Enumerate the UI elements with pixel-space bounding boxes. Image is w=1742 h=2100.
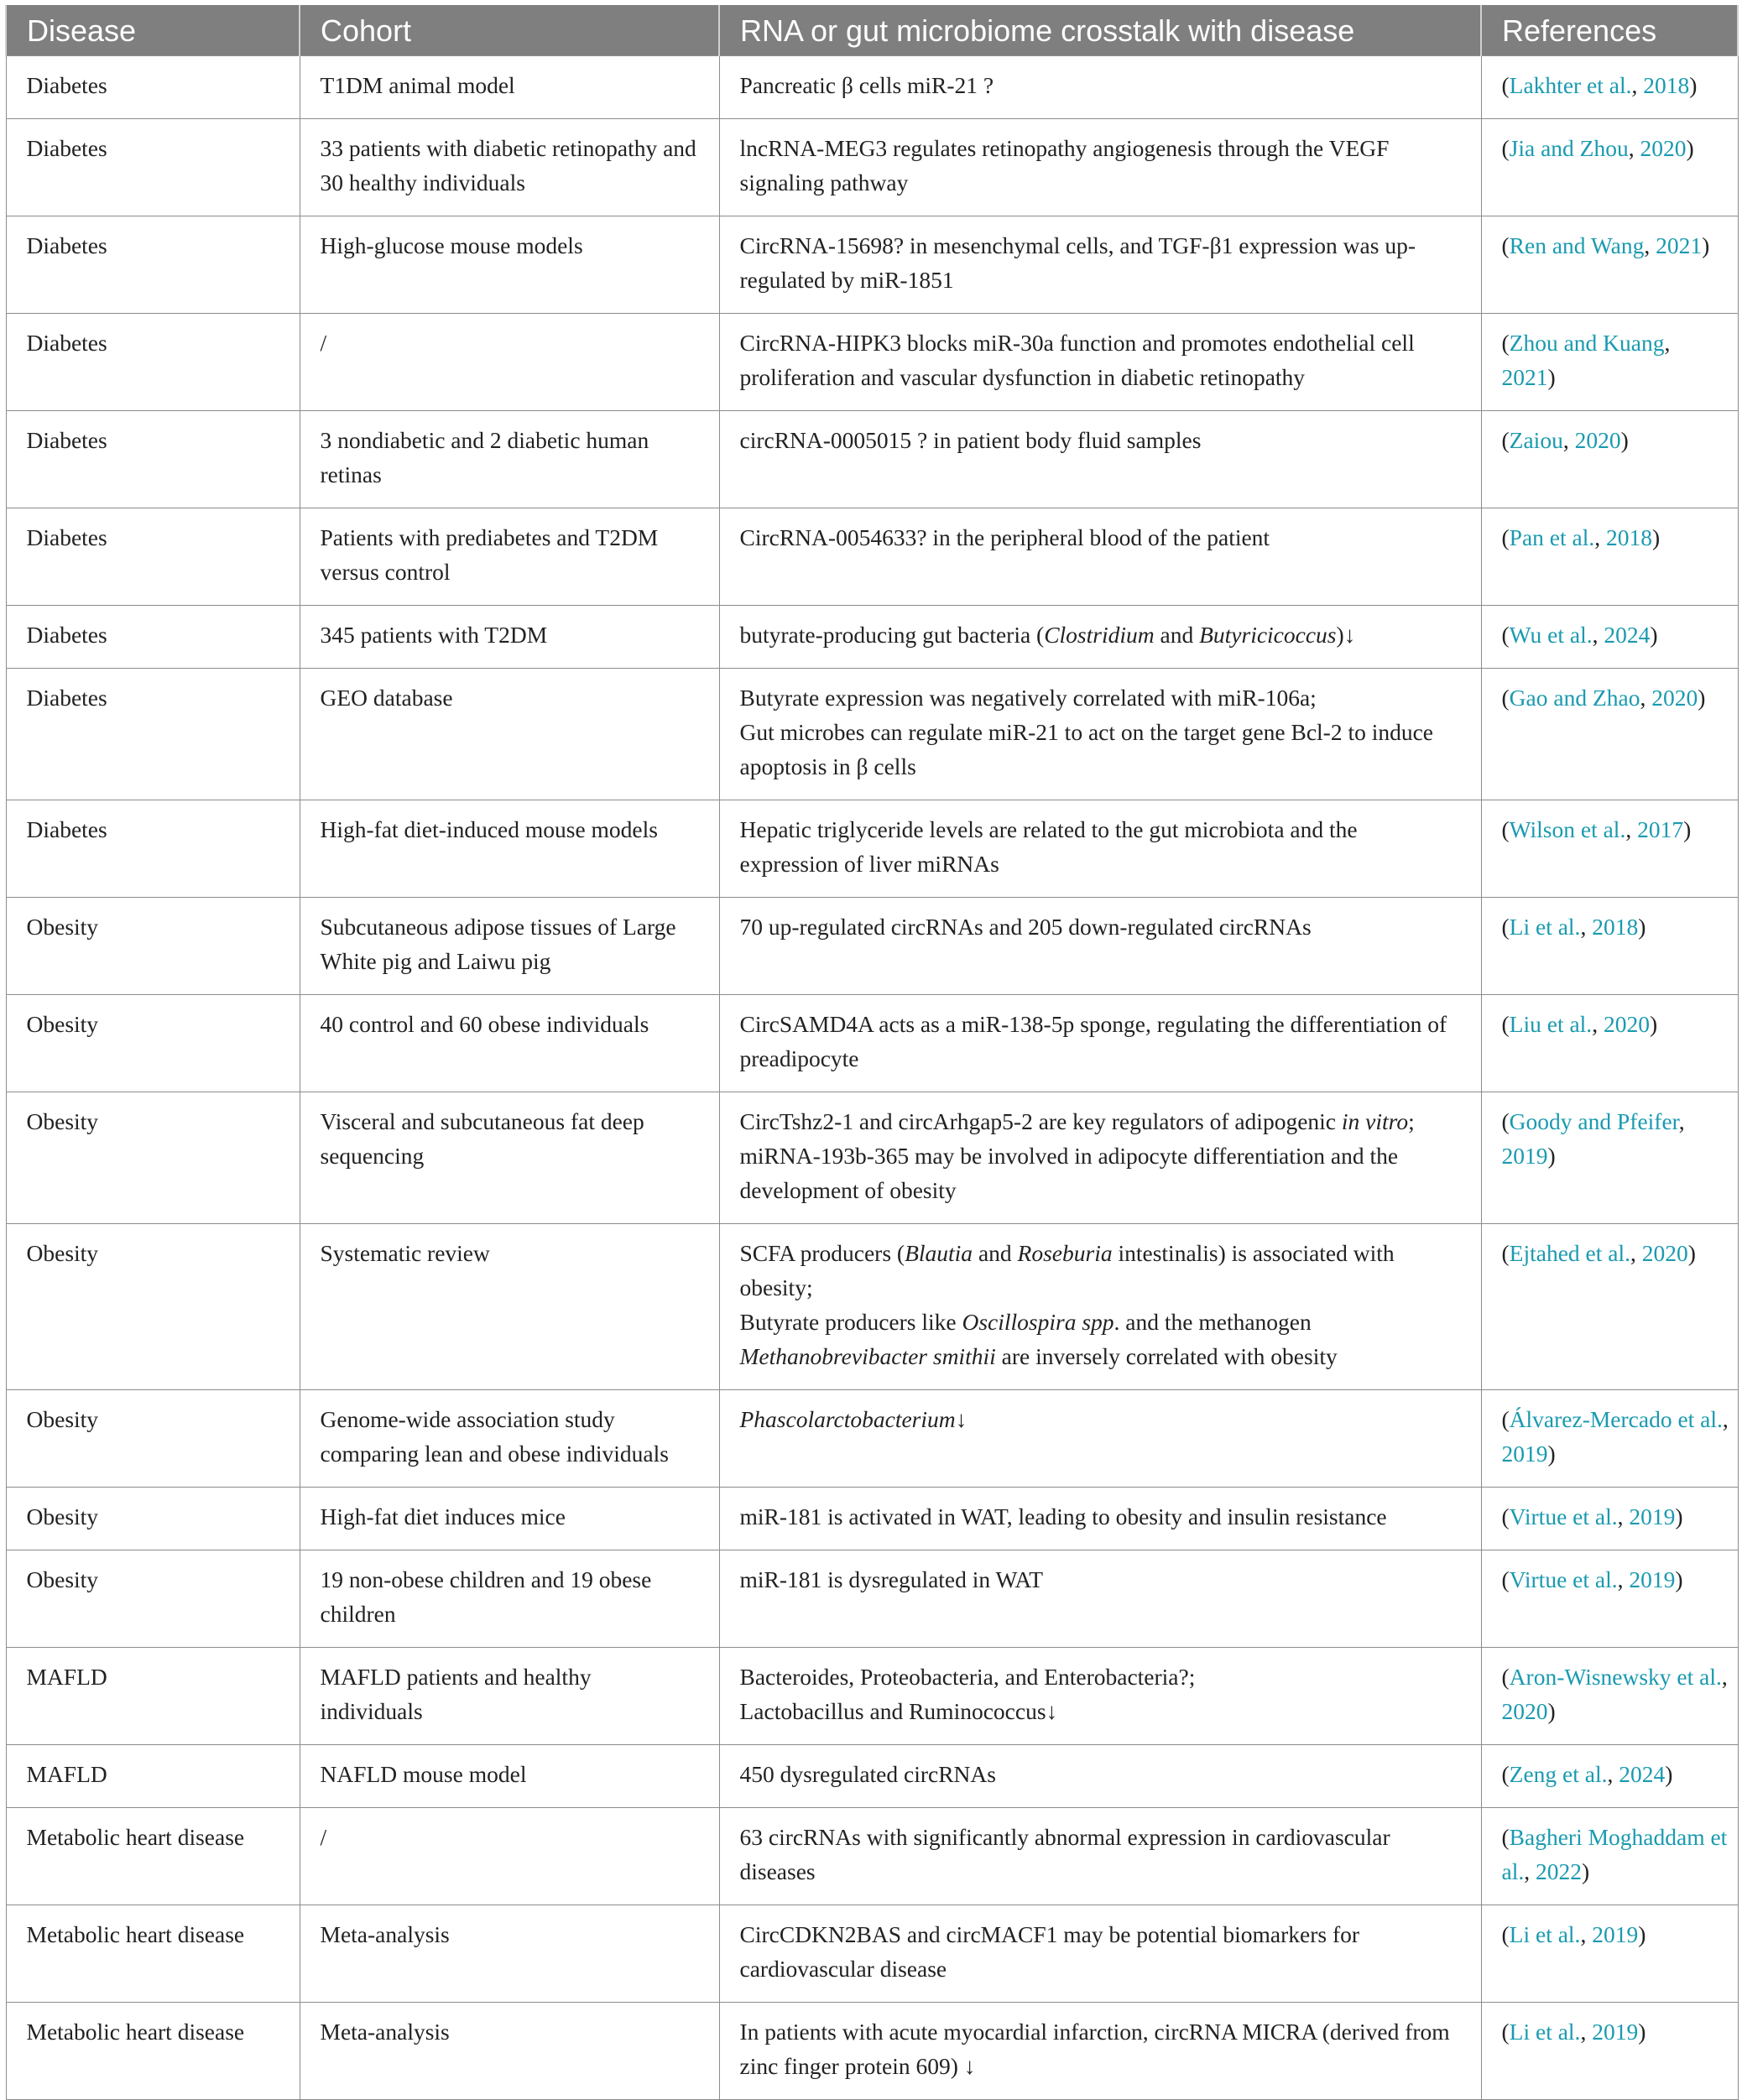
disease-cell: Diabetes: [6, 800, 300, 898]
crosstalk-line: [740, 1694, 1461, 1728]
reference-year-link[interactable]: 2019: [1592, 1921, 1639, 1947]
crosstalk-line: [740, 1660, 1461, 1694]
disease-cell: Diabetes: [6, 411, 300, 508]
crosstalk-line: [740, 680, 1461, 715]
crosstalk-text: CircTshz2-1 and circArhgap5-2 are key regulators of adipogenic: [739, 1108, 1342, 1134]
cohort-cell: T1DM animal model: [300, 56, 719, 119]
table-container: [5, 5, 1737, 2100]
reference-year-link[interactable]: 2020: [1574, 427, 1621, 453]
reference-cell: (Lakhter et al., 2018): [1481, 56, 1738, 119]
crosstalk-text: Butyrate expression was negatively correlated with miR-106a;: [739, 685, 1317, 711]
reference-year-link[interactable]: 2019: [1629, 1503, 1676, 1529]
crosstalk-cell: [719, 1905, 1481, 2003]
reference-year-link[interactable]: 2019: [1501, 1441, 1548, 1467]
table-row: [6, 1488, 1738, 1550]
table-row: [6, 1092, 1738, 1224]
table-row: [6, 216, 1738, 314]
crosstalk-text: 63 circRNAs with significantly abnormal expression in cardiovascular diseases: [739, 1824, 1390, 1884]
crosstalk-cell: [719, 1224, 1481, 1390]
cohort-cell: /: [300, 314, 719, 411]
crosstalk-cell: [719, 119, 1481, 216]
reference-cell: (Wu et al., 2024): [1481, 606, 1738, 669]
crosstalk-text: In patients with acute myocardial infarction, circRNA MICRA (derived from zinc finger protein 609) ↓: [739, 2019, 1450, 2079]
italic-taxon-text: Oscillospira spp: [962, 1309, 1114, 1335]
disease-cell: MAFLD: [6, 1648, 300, 1745]
reference-year-link[interactable]: 2021: [1501, 364, 1548, 390]
cohort-cell: Meta-analysis: [300, 1905, 719, 2003]
crosstalk-cell: [719, 216, 1481, 314]
disease-cell: Obesity: [6, 898, 300, 995]
table-row: [6, 669, 1738, 800]
crosstalk-line: [740, 423, 1461, 457]
crosstalk-line: [740, 1757, 1461, 1791]
cohort-cell: High-fat diet-induced mouse models: [300, 800, 719, 898]
disease-cell: Diabetes: [6, 56, 300, 119]
disease-cell: Diabetes: [6, 606, 300, 669]
reference-year-link[interactable]: 2024: [1604, 622, 1651, 648]
reference-author-link[interactable]: Goody and Pfeifer: [1509, 1108, 1679, 1134]
table-row: [6, 1648, 1738, 1745]
crosstalk-text: CircSAMD4A acts as a miR-138-5p sponge, regulating the differentiation of preadipocyte: [739, 1011, 1447, 1071]
reference-year-link[interactable]: 2019: [1592, 2019, 1639, 2045]
crosstalk-cell: [719, 411, 1481, 508]
disease-cell: Metabolic heart disease: [6, 1808, 300, 1905]
crosstalk-cell: [719, 1745, 1481, 1808]
table-row: [6, 995, 1738, 1092]
reference-author-link[interactable]: Li et al.: [1509, 2019, 1581, 2045]
cohort-cell: MAFLD patients and healthy individuals: [300, 1648, 719, 1745]
table-row: [6, 1745, 1738, 1808]
crosstalk-line: [740, 131, 1461, 200]
crosstalk-text: SCFA producers (: [739, 1240, 905, 1266]
reference-year-link[interactable]: 2020: [1651, 685, 1698, 711]
cohort-cell: Visceral and subcutaneous fat deep sequencing: [300, 1092, 719, 1224]
crosstalk-text: Butyrate producers like: [739, 1309, 962, 1335]
crosstalk-line: [740, 228, 1461, 297]
crosstalk-text: 70 up-regulated circRNAs and 205 down-regulated circRNAs: [739, 914, 1312, 940]
reference-author-link[interactable]: Gao and Zhao: [1509, 685, 1640, 711]
reference-year-link[interactable]: 2020: [1603, 1011, 1650, 1037]
crosstalk-line: [740, 2014, 1461, 2083]
crosstalk-cell: [719, 669, 1481, 800]
table-row: [6, 898, 1738, 995]
crosstalk-cell: [719, 898, 1481, 995]
cohort-cell: High-fat diet induces mice: [300, 1488, 719, 1550]
crosstalk-cell: [719, 1390, 1481, 1488]
disease-cell: Obesity: [6, 1224, 300, 1390]
crosstalk-text: Gut microbes can regulate miR-21 to act on the target gene Bcl-2 to induce apoptosis in β cells: [739, 719, 1434, 779]
header-row: [6, 5, 1738, 56]
italic-taxon-text: in vitro: [1341, 1108, 1409, 1134]
disease-cell: Metabolic heart disease: [6, 1905, 300, 2003]
crosstalk-cell: [719, 1808, 1481, 1905]
crosstalk-text: . and the methanogen: [1114, 1309, 1312, 1335]
reference-author-link[interactable]: Ejtahed et al.: [1509, 1240, 1630, 1266]
header-crosstalk: RNA or gut microbiome crosstalk with disease: [719, 5, 1481, 56]
cohort-cell: 33 patients with diabetic retinopathy and 30 healthy individuals: [300, 119, 719, 216]
crosstalk-line: [740, 1236, 1461, 1305]
crosstalk-cell: [719, 1648, 1481, 1745]
reference-cell: (Liu et al., 2020): [1481, 995, 1738, 1092]
reference-author-link[interactable]: Zeng et al.: [1509, 1761, 1608, 1787]
reference-author-link[interactable]: Virtue et al.: [1509, 1503, 1618, 1529]
cohort-cell: Genome-wide association study comparing lean and obese individuals: [300, 1390, 719, 1488]
table-row: [6, 606, 1738, 669]
italic-taxon-text: Phascolarctobacterium: [739, 1406, 956, 1432]
table-header: [6, 5, 1738, 56]
reference-cell: (Álvarez-Mercado et al., 2019): [1481, 1390, 1738, 1488]
crosstalk-line: [740, 1917, 1461, 1986]
reference-year-link[interactable]: 2020: [1640, 135, 1687, 161]
reference-cell: (Zaiou, 2020): [1481, 411, 1738, 508]
crosstalk-cell: [719, 314, 1481, 411]
reference-cell: (Zhou and Kuang, 2021): [1481, 314, 1738, 411]
reference-cell: (Pan et al., 2018): [1481, 508, 1738, 606]
cohort-cell: Subcutaneous adipose tissues of Large White pig and Laiwu pig: [300, 898, 719, 995]
reference-author-link[interactable]: Wilson et al.: [1509, 816, 1626, 842]
table-row: [6, 1905, 1738, 2003]
table-row: [6, 56, 1738, 119]
cohort-cell: 3 nondiabetic and 2 diabetic human retinas: [300, 411, 719, 508]
crosstalk-line: [740, 520, 1461, 555]
reference-year-link[interactable]: 2019: [1629, 1566, 1676, 1592]
crosstalk-text: CircRNA-HIPK3 blocks miR-30a function and promotes endothelial cell proliferation and vascular dysfunction in diabetic retinopathy: [739, 330, 1415, 390]
header-cohort: Cohort: [300, 5, 719, 56]
disease-cell: Obesity: [6, 1488, 300, 1550]
reference-author-link[interactable]: Jia and Zhou: [1509, 135, 1629, 161]
reference-cell: (Virtue et al., 2019): [1481, 1488, 1738, 1550]
reference-author-link[interactable]: Bagheri Moghaddam et al.: [1501, 1824, 1728, 1884]
crosstalk-cell: [719, 2003, 1481, 2100]
crosstalk-text: and: [973, 1240, 1018, 1266]
crosstalk-line: [740, 1499, 1461, 1534]
crosstalk-text: CircRNA-15698? in mesenchymal cells, and TGF-β1 expression was up-regulated by miR-1851: [739, 232, 1416, 293]
crosstalk-text: lncRNA-MEG3 regulates retinopathy angiogenesis through the VEGF signaling pathway: [739, 135, 1390, 195]
reference-cell: (Goody and Pfeifer, 2019): [1481, 1092, 1738, 1224]
crosstalk-text: )↓: [1336, 622, 1356, 648]
reference-author-link[interactable]: Li et al.: [1509, 1921, 1581, 1947]
crosstalk-line: [740, 812, 1461, 881]
italic-taxon-text: Clostridium: [1044, 622, 1155, 648]
cohort-cell: GEO database: [300, 669, 719, 800]
reference-year-link[interactable]: 2021: [1656, 232, 1703, 258]
crosstalk-text: butyrate-producing gut bacteria (: [739, 622, 1045, 648]
disease-cell: Obesity: [6, 1550, 300, 1648]
cohort-cell: 345 patients with T2DM: [300, 606, 719, 669]
reference-author-link[interactable]: Zhou and Kuang: [1509, 330, 1665, 356]
crosstalk-text: Pancreatic β cells miR-21 ?: [739, 72, 994, 98]
crosstalk-text: Lactobacillus and Ruminococcus↓: [739, 1698, 1058, 1724]
table-row: [6, 800, 1738, 898]
reference-cell: (Zeng et al., 2024): [1481, 1745, 1738, 1808]
crosstalk-line: [740, 617, 1461, 652]
crosstalk-text: 450 dysregulated circRNAs: [739, 1761, 996, 1787]
disease-cell: Obesity: [6, 1092, 300, 1224]
cohort-cell: /: [300, 1808, 719, 1905]
crosstalk-text: and: [1154, 622, 1200, 648]
italic-taxon-text: Butyricicoccus: [1199, 622, 1337, 648]
crosstalk-line: [740, 1562, 1461, 1597]
disease-cell: Diabetes: [6, 216, 300, 314]
crosstalk-line: [740, 1007, 1461, 1076]
italic-taxon-text: Methanobrevibacter smithii: [739, 1343, 996, 1369]
crosstalk-cell: [719, 508, 1481, 606]
crosstalk-cell: [719, 606, 1481, 669]
crosstalk-cell: [719, 56, 1481, 119]
cohort-cell: Meta-analysis: [300, 2003, 719, 2100]
cohort-cell: Patients with prediabetes and T2DM versus control: [300, 508, 719, 606]
reference-author-link[interactable]: Aron-Wisnewsky et al.: [1509, 1664, 1722, 1690]
header-disease: Disease: [6, 5, 300, 56]
crosstalk-line: [740, 1305, 1461, 1373]
crosstalk-text: intestinalis) is associated with obesity;: [739, 1240, 1395, 1300]
crosstalk-text: circRNA-0005015 ? in patient body fluid samples: [739, 427, 1202, 453]
disease-cell: Diabetes: [6, 119, 300, 216]
crosstalk-cell: [719, 1550, 1481, 1648]
crosstalk-text: Hepatic triglyceride levels are related to the gut microbiota and the expression of liver miRNAs: [739, 816, 1358, 877]
crosstalk-text: ↓: [955, 1406, 967, 1432]
crosstalk-line: [740, 909, 1461, 944]
reference-cell: (Ren and Wang, 2021): [1481, 216, 1738, 314]
disease-cell: Diabetes: [6, 314, 300, 411]
reference-year-link[interactable]: 2017: [1637, 816, 1684, 842]
reference-author-link[interactable]: Ren and Wang: [1509, 232, 1645, 258]
cohort-cell: NAFLD mouse model: [300, 1745, 719, 1808]
crosstalk-cell: [719, 1488, 1481, 1550]
table-body: [6, 56, 1738, 2100]
reference-author-link[interactable]: Pan et al.: [1509, 524, 1595, 550]
reference-cell: (Li et al., 2018): [1481, 898, 1738, 995]
reference-year-link[interactable]: 2020: [1641, 1240, 1688, 1266]
table-row: [6, 2003, 1738, 2100]
disease-cell: Diabetes: [6, 669, 300, 800]
crosstalk-text: miR-181 is dysregulated in WAT: [739, 1566, 1044, 1592]
crosstalk-text: CircRNA-0054633? in the peripheral blood of the patient: [739, 524, 1270, 550]
table-row: [6, 1550, 1738, 1648]
crosstalk-text: miR-181 is activated in WAT, leading to obesity and insulin resistance: [739, 1503, 1387, 1529]
reference-cell: (Li et al., 2019): [1481, 1905, 1738, 2003]
table-row: [6, 508, 1738, 606]
reference-cell: (Bagheri Moghaddam et al., 2022): [1481, 1808, 1738, 1905]
table-row: [6, 1224, 1738, 1390]
disease-cell: Metabolic heart disease: [6, 2003, 300, 2100]
table-row: [6, 1390, 1738, 1488]
reference-cell: (Ejtahed et al., 2020): [1481, 1224, 1738, 1390]
crosstalk-cell: [719, 1092, 1481, 1224]
reference-cell: (Aron-Wisnewsky et al., 2020): [1481, 1648, 1738, 1745]
crosstalk-cell: [719, 995, 1481, 1092]
header-references: References: [1481, 5, 1738, 56]
reference-year-link[interactable]: 2022: [1535, 1858, 1582, 1884]
reference-year-link[interactable]: 2019: [1501, 1143, 1548, 1169]
reference-author-link[interactable]: Álvarez-Mercado et al.: [1509, 1406, 1723, 1432]
reference-year-link[interactable]: 2018: [1643, 72, 1690, 98]
crosstalk-line: [740, 1402, 1461, 1436]
disease-cell: Diabetes: [6, 508, 300, 606]
crosstalk-line: [740, 1104, 1461, 1207]
crosstalk-text: are inversely correlated with obesity: [995, 1343, 1338, 1369]
reference-cell: (Jia and Zhou, 2020): [1481, 119, 1738, 216]
disease-cell: MAFLD: [6, 1745, 300, 1808]
disease-cell: Obesity: [6, 995, 300, 1092]
reference-cell: (Virtue et al., 2019): [1481, 1550, 1738, 1648]
reference-cell: (Wilson et al., 2017): [1481, 800, 1738, 898]
crosstalk-text: Bacteroides, Proteobacteria, and Enterobacteria?;: [739, 1664, 1196, 1690]
crosstalk-text: ; miRNA-193b-365 may be involved in adipocyte differentiation and the development of obesity: [739, 1108, 1415, 1203]
crosstalk-line: [740, 1820, 1461, 1889]
reference-author-link[interactable]: Li et al.: [1509, 914, 1581, 940]
reference-year-link[interactable]: 2018: [1592, 914, 1639, 940]
cohort-cell: Systematic review: [300, 1224, 719, 1390]
reference-cell: (Li et al., 2019): [1481, 2003, 1738, 2100]
crosstalk-line: [740, 715, 1461, 784]
table-row: [6, 314, 1738, 411]
cohort-cell: High-glucose mouse models: [300, 216, 719, 314]
reference-author-link[interactable]: Liu et al.: [1509, 1011, 1593, 1037]
reference-year-link[interactable]: 2020: [1501, 1698, 1548, 1724]
cohort-cell: 40 control and 60 obese individuals: [300, 995, 719, 1092]
reference-author-link[interactable]: Lakhter et al.: [1509, 72, 1632, 98]
reference-year-link[interactable]: 2024: [1619, 1761, 1666, 1787]
cohort-cell: 19 non-obese children and 19 obese children: [300, 1550, 719, 1648]
disease-cell: Obesity: [6, 1390, 300, 1488]
italic-taxon-text: Roseburia: [1017, 1240, 1113, 1266]
italic-taxon-text: Blautia: [905, 1240, 973, 1266]
table-row: [6, 411, 1738, 508]
reference-cell: (Gao and Zhao, 2020): [1481, 669, 1738, 800]
reference-author-link[interactable]: Virtue et al.: [1509, 1566, 1618, 1592]
reference-year-link[interactable]: 2018: [1606, 524, 1652, 550]
crosstalk-cell: [719, 800, 1481, 898]
table-row: [6, 1808, 1738, 1905]
crosstalk-line: [740, 68, 1461, 102]
table-row: [6, 119, 1738, 216]
crosstalk-line: [740, 326, 1461, 394]
disease-crosstalk-table: [5, 5, 1739, 2100]
reference-author-link[interactable]: Wu et al.: [1509, 622, 1593, 648]
reference-author-link[interactable]: Zaiou: [1509, 427, 1563, 453]
crosstalk-text: CircCDKN2BAS and circMACF1 may be potential biomarkers for cardiovascular disease: [739, 1921, 1360, 1982]
